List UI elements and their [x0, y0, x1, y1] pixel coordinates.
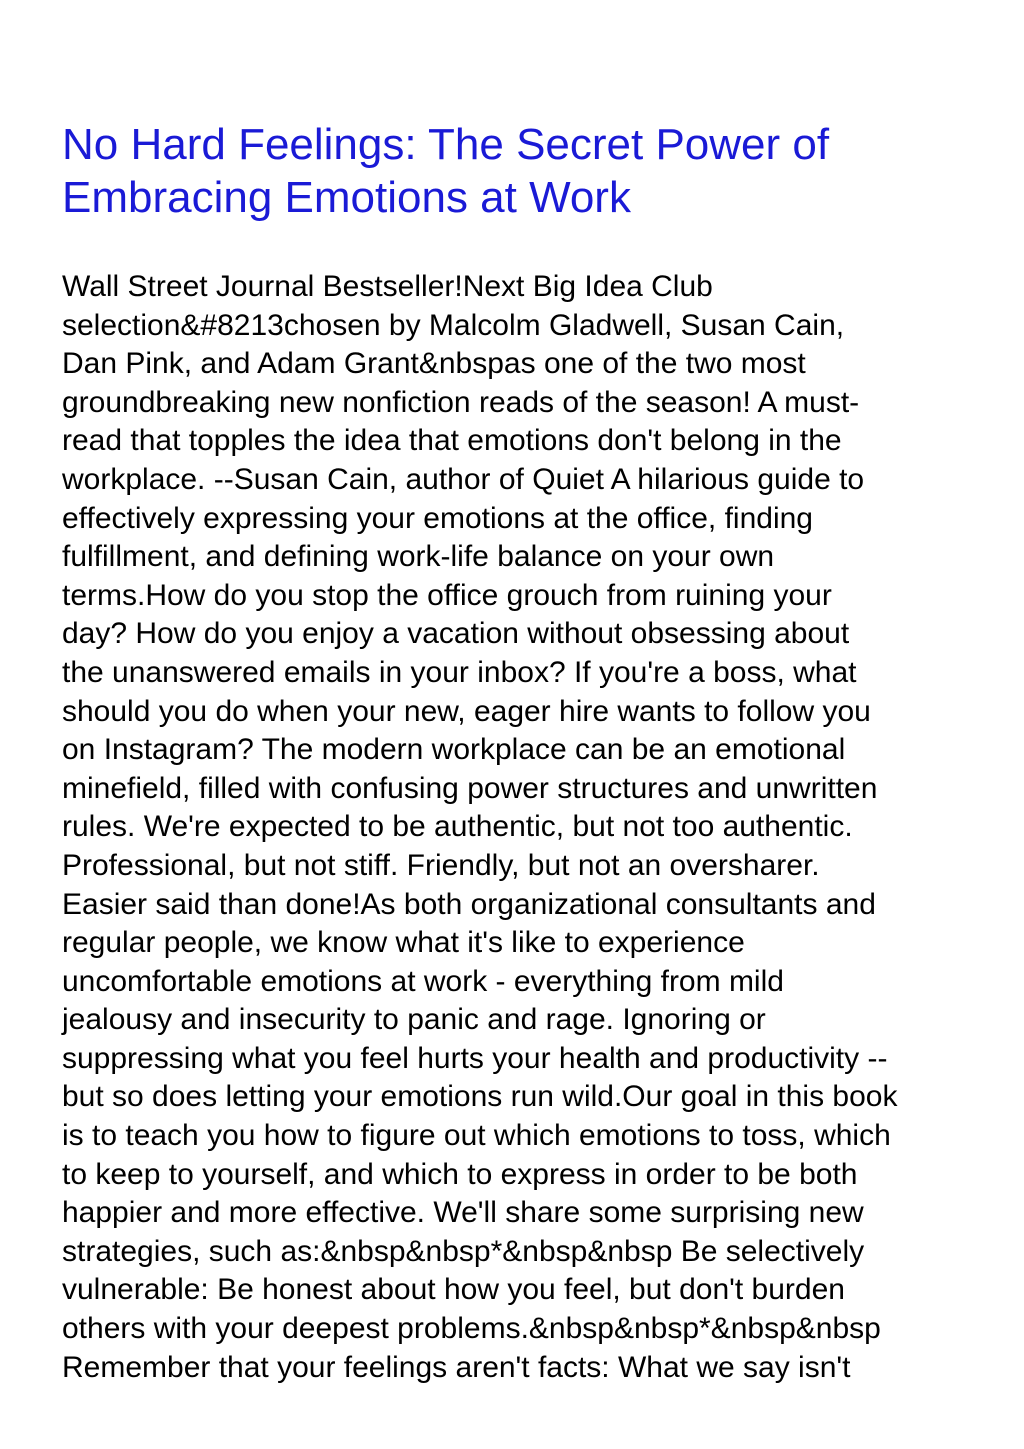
body-line: jealousy and insecurity to panic and rage. Ignoring or: [62, 1003, 766, 1037]
body-line: terms.How do you stop the office grouch from ruining your: [62, 578, 832, 612]
body-line: regular people, we know what it's like to experience: [62, 926, 745, 960]
body-line: workplace. --Susan Cain, author of Quiet A hilarious guide to: [62, 462, 865, 496]
body-line: is to teach you how to figure out which emotions to toss, which: [62, 1119, 891, 1153]
body-line: Easier said than done!As both organizational consultants and: [62, 887, 876, 921]
title-line: Embracing Emotions at Work: [62, 173, 631, 222]
body-line: Wall Street Journal Bestseller!Next Big Idea Club: [62, 270, 713, 303]
body-line: to keep to yourself, and which to express in order to be both: [62, 1157, 858, 1191]
body-line: should you do when your new, eager hire wants to follow you: [62, 694, 871, 728]
body-line: on Instagram? The modern workplace can be an emotional: [62, 733, 846, 767]
body-line: vulnerable: Be honest about how you feel, but don't burden: [62, 1273, 845, 1307]
body-line: uncomfortable emotions at work - everything from mild: [62, 964, 784, 998]
body-line: minefield, filled with confusing power structures and unwritten: [62, 771, 878, 805]
body-line: fulfillment, and defining work-life balance on your own: [62, 540, 775, 574]
document-body: [62, 268, 982, 1387]
title-line: No Hard Feelings: The Secret Power of: [62, 120, 830, 169]
body-line: day? How do you enjoy a vacation without obsessing about: [62, 617, 850, 651]
body-line: groundbreaking new nonfiction reads of the season! A must-: [62, 385, 860, 419]
body-line: others with your deepest problems.&nbsp&nbsp*&nbsp&nbsp: [62, 1312, 881, 1346]
document-title: [62, 118, 962, 224]
body-line: Remember that your feelings aren't facts: What we say isn't: [62, 1350, 851, 1384]
body-line: the unanswered emails in your inbox? If you're a boss, what: [62, 655, 857, 689]
body-line: effectively expressing your emotions at the office, finding: [62, 501, 813, 535]
body-line: selection&#8213chosen by Malcolm Gladwell, Susan Cain,: [62, 308, 845, 342]
body-line: rules. We're expected to be authentic, but not too authentic.: [62, 810, 853, 844]
body-line: strategies, such as:&nbsp&nbsp*&nbsp&nbsp Be selectively: [62, 1234, 865, 1268]
body-line: but so does letting your emotions run wild.Our goal in this book: [62, 1080, 898, 1114]
body-line: happier and more effective. We'll share some surprising new: [62, 1196, 864, 1230]
body-line: read that topples the idea that emotions don't belong in the: [62, 424, 842, 458]
body-line: Professional, but not stiff. Friendly, but not an oversharer.: [62, 848, 820, 882]
body-line: suppressing what you feel hurts your health and productivity --: [62, 1041, 888, 1075]
body-line: Dan Pink, and Adam Grant&nbspas one of the two most: [62, 347, 806, 381]
